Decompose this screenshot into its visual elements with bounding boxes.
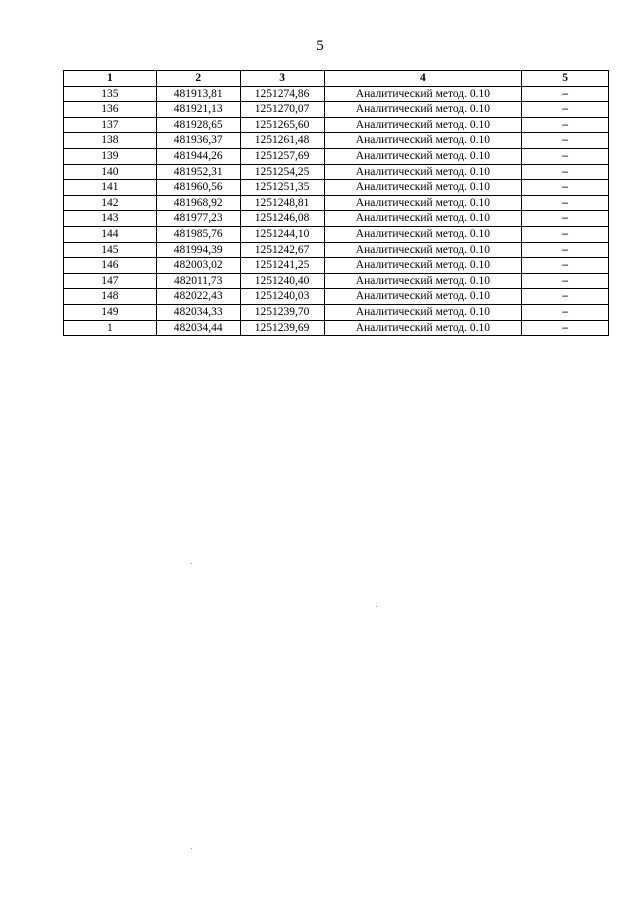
cell-note: – [522,320,609,336]
cell-point-number: 140 [64,164,157,180]
cell-method-accuracy: Аналитический метод. 0.10 [324,258,522,274]
cell-point-number: 144 [64,226,157,242]
header-col-1: 1 [64,71,157,87]
header-col-4: 4 [324,71,522,87]
table-row [64,86,609,102]
cell-method-accuracy: Аналитический метод. 0.10 [324,102,522,118]
table-row [64,164,609,180]
cell-method-accuracy: Аналитический метод. 0.10 [324,211,522,227]
cell-note: – [522,148,609,164]
cell-y-coordinate: 1251248,81 [240,195,324,211]
table-row [64,102,609,118]
scan-speck [376,606,377,607]
table-row [64,258,609,274]
cell-method-accuracy: Аналитический метод. 0.10 [324,86,522,102]
table-header-row [64,71,609,87]
cell-method-accuracy: Аналитический метод. 0.10 [324,320,522,336]
cell-method-accuracy: Аналитический метод. 0.10 [324,180,522,196]
cell-y-coordinate: 1251241,25 [240,258,324,274]
cell-method-accuracy: Аналитический метод. 0.10 [324,148,522,164]
cell-y-coordinate: 1251274,86 [240,86,324,102]
cell-y-coordinate: 1251251,35 [240,180,324,196]
table-row [64,148,609,164]
cell-x-coordinate: 482003,02 [156,258,240,274]
cell-x-coordinate: 481944,26 [156,148,240,164]
cell-y-coordinate: 1251265,60 [240,117,324,133]
table-row [64,195,609,211]
table-row [64,320,609,336]
cell-point-number: 141 [64,180,157,196]
cell-point-number: 146 [64,258,157,274]
cell-method-accuracy: Аналитический метод. 0.10 [324,242,522,258]
table-body [64,86,609,336]
cell-note: – [522,242,609,258]
cell-note: – [522,102,609,118]
cell-point-number: 137 [64,117,157,133]
cell-note: – [522,226,609,242]
cell-note: – [522,258,609,274]
cell-x-coordinate: 481960,56 [156,180,240,196]
cell-note: – [522,304,609,320]
cell-note: – [522,133,609,149]
cell-x-coordinate: 481921,13 [156,102,240,118]
cell-y-coordinate: 1251246,08 [240,211,324,227]
scan-speck [191,848,192,849]
table-row [64,304,609,320]
cell-point-number: 135 [64,86,157,102]
cell-x-coordinate: 482011,73 [156,273,240,289]
cell-method-accuracy: Аналитический метод. 0.10 [324,133,522,149]
cell-x-coordinate: 481977,23 [156,211,240,227]
cell-y-coordinate: 1251240,03 [240,289,324,305]
cell-x-coordinate: 481936,37 [156,133,240,149]
cell-note: – [522,180,609,196]
cell-x-coordinate: 481994,39 [156,242,240,258]
cell-note: – [522,195,609,211]
table-row [64,242,609,258]
cell-method-accuracy: Аналитический метод. 0.10 [324,117,522,133]
cell-note: – [522,289,609,305]
cell-y-coordinate: 1251270,07 [240,102,324,118]
cell-note: – [522,117,609,133]
cell-point-number: 1 [64,320,157,336]
table-row [64,117,609,133]
table-row [64,133,609,149]
header-col-2: 2 [156,71,240,87]
cell-y-coordinate: 1251239,69 [240,320,324,336]
cell-y-coordinate: 1251257,69 [240,148,324,164]
cell-y-coordinate: 1251244,10 [240,226,324,242]
table-row [64,211,609,227]
cell-x-coordinate: 482022,43 [156,289,240,305]
cell-point-number: 136 [64,102,157,118]
cell-point-number: 149 [64,304,157,320]
header-col-5: 5 [522,71,609,87]
cell-method-accuracy: Аналитический метод. 0.10 [324,195,522,211]
cell-x-coordinate: 481928,65 [156,117,240,133]
cell-x-coordinate: 482034,33 [156,304,240,320]
cell-point-number: 142 [64,195,157,211]
cell-y-coordinate: 1251240,40 [240,273,324,289]
cell-point-number: 143 [64,211,157,227]
coordinates-table [63,70,609,336]
cell-x-coordinate: 481985,76 [156,226,240,242]
cell-x-coordinate: 481952,31 [156,164,240,180]
cell-point-number: 145 [64,242,157,258]
cell-point-number: 148 [64,289,157,305]
cell-method-accuracy: Аналитический метод. 0.10 [324,273,522,289]
page-number: 5 [316,38,324,54]
cell-method-accuracy: Аналитический метод. 0.10 [324,304,522,320]
cell-method-accuracy: Аналитический метод. 0.10 [324,289,522,305]
cell-x-coordinate: 482034,44 [156,320,240,336]
cell-y-coordinate: 1251242,67 [240,242,324,258]
table-row [64,180,609,196]
cell-point-number: 139 [64,148,157,164]
table-row [64,273,609,289]
cell-method-accuracy: Аналитический метод. 0.10 [324,164,522,180]
table-row [64,226,609,242]
cell-y-coordinate: 1251261,48 [240,133,324,149]
cell-note: – [522,164,609,180]
cell-method-accuracy: Аналитический метод. 0.10 [324,226,522,242]
cell-y-coordinate: 1251254,25 [240,164,324,180]
cell-x-coordinate: 481913,81 [156,86,240,102]
cell-note: – [522,86,609,102]
cell-x-coordinate: 481968,92 [156,195,240,211]
cell-y-coordinate: 1251239,70 [240,304,324,320]
cell-note: – [522,211,609,227]
cell-point-number: 147 [64,273,157,289]
header-col-3: 3 [240,71,324,87]
cell-note: – [522,273,609,289]
table-row [64,289,609,305]
cell-point-number: 138 [64,133,157,149]
scan-speck [191,563,192,564]
